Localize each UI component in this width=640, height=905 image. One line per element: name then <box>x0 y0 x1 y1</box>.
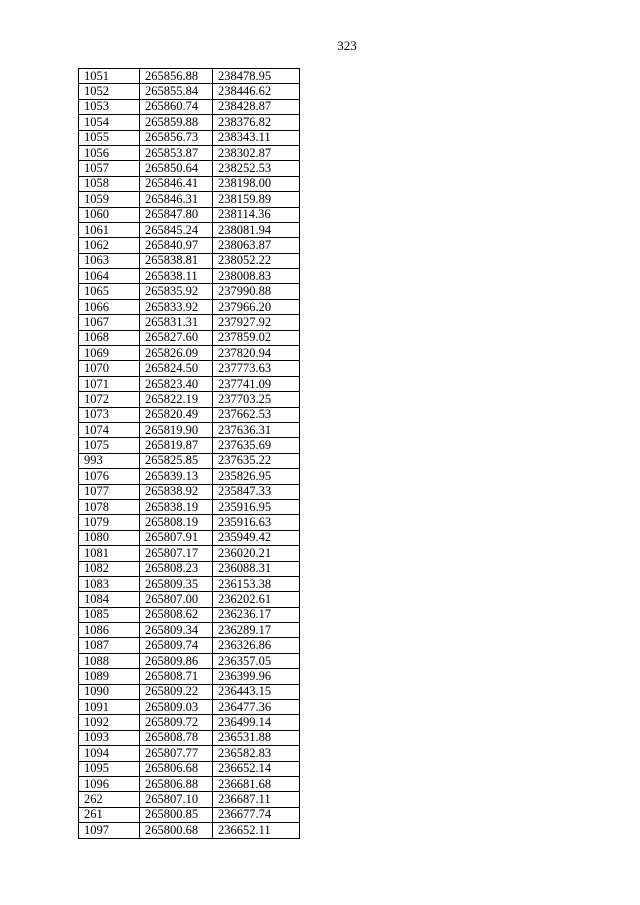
table-row <box>79 515 300 530</box>
table-row <box>79 776 300 791</box>
x-coordinate-cell: 265839.13 <box>140 469 213 484</box>
x-coordinate-cell: 265808.23 <box>140 561 213 576</box>
point-id-cell: 262 <box>79 792 140 807</box>
x-coordinate-cell: 265809.22 <box>140 684 213 699</box>
y-coordinate-cell: 235847.33 <box>213 484 300 499</box>
y-coordinate-cell: 237741.09 <box>213 376 300 391</box>
table-row <box>79 392 300 407</box>
table-row <box>79 130 300 145</box>
y-coordinate-cell: 237859.02 <box>213 330 300 345</box>
point-id-cell: 1096 <box>79 776 140 791</box>
y-coordinate-cell: 238478.95 <box>213 69 300 84</box>
y-coordinate-cell: 236153.38 <box>213 576 300 591</box>
table-row <box>79 284 300 299</box>
point-id-cell: 993 <box>79 453 140 468</box>
x-coordinate-cell: 265847.80 <box>140 207 213 222</box>
point-id-cell: 1066 <box>79 299 140 314</box>
point-id-cell: 1075 <box>79 438 140 453</box>
point-id-cell: 1083 <box>79 576 140 591</box>
point-id-cell: 1082 <box>79 561 140 576</box>
y-coordinate-cell: 238159.89 <box>213 192 300 207</box>
point-id-cell: 1052 <box>79 84 140 99</box>
x-coordinate-cell: 265800.85 <box>140 807 213 822</box>
y-coordinate-cell: 237966.20 <box>213 299 300 314</box>
table-row <box>79 715 300 730</box>
x-coordinate-cell: 265807.91 <box>140 530 213 545</box>
y-coordinate-cell: 236326.86 <box>213 638 300 653</box>
table-row <box>79 592 300 607</box>
point-id-cell: 1073 <box>79 407 140 422</box>
y-coordinate-cell: 238114.36 <box>213 207 300 222</box>
x-coordinate-cell: 265846.31 <box>140 192 213 207</box>
table-row <box>79 361 300 376</box>
x-coordinate-cell: 265859.88 <box>140 115 213 130</box>
table-row <box>79 99 300 114</box>
y-coordinate-cell: 238252.53 <box>213 161 300 176</box>
y-coordinate-cell: 238428.87 <box>213 99 300 114</box>
table-row <box>79 792 300 807</box>
x-coordinate-cell: 265808.62 <box>140 607 213 622</box>
point-id-cell: 1053 <box>79 99 140 114</box>
table-row <box>79 684 300 699</box>
x-coordinate-cell: 265806.88 <box>140 776 213 791</box>
table-row <box>79 607 300 622</box>
point-id-cell: 1077 <box>79 484 140 499</box>
x-coordinate-cell: 265838.92 <box>140 484 213 499</box>
point-id-cell: 1070 <box>79 361 140 376</box>
y-coordinate-cell: 236677.74 <box>213 807 300 822</box>
point-id-cell: 1090 <box>79 684 140 699</box>
point-id-cell: 1061 <box>79 222 140 237</box>
coordinates-table <box>78 68 300 839</box>
point-id-cell: 1065 <box>79 284 140 299</box>
x-coordinate-cell: 265806.68 <box>140 761 213 776</box>
x-coordinate-cell: 265807.77 <box>140 746 213 761</box>
table-row <box>79 407 300 422</box>
table-row <box>79 638 300 653</box>
x-coordinate-cell: 265808.78 <box>140 730 213 745</box>
x-coordinate-cell: 265833.92 <box>140 299 213 314</box>
table-row <box>79 530 300 545</box>
point-id-cell: 1092 <box>79 715 140 730</box>
y-coordinate-cell: 236236.17 <box>213 607 300 622</box>
point-id-cell: 1071 <box>79 376 140 391</box>
y-coordinate-cell: 236531.88 <box>213 730 300 745</box>
point-id-cell: 1097 <box>79 823 140 838</box>
table-row <box>79 546 300 561</box>
x-coordinate-cell: 265840.97 <box>140 238 213 253</box>
table-row <box>79 453 300 468</box>
table-row <box>79 269 300 284</box>
x-coordinate-cell: 265808.71 <box>140 669 213 684</box>
x-coordinate-cell: 265827.60 <box>140 330 213 345</box>
table-row <box>79 484 300 499</box>
point-id-cell: 261 <box>79 807 140 822</box>
point-id-cell: 1057 <box>79 161 140 176</box>
table-row <box>79 253 300 268</box>
y-coordinate-cell: 236687.11 <box>213 792 300 807</box>
point-id-cell: 1056 <box>79 145 140 160</box>
x-coordinate-cell: 265838.11 <box>140 269 213 284</box>
y-coordinate-cell: 238376.82 <box>213 115 300 130</box>
y-coordinate-cell: 236088.31 <box>213 561 300 576</box>
x-coordinate-cell: 265819.90 <box>140 422 213 437</box>
table-row <box>79 807 300 822</box>
point-id-cell: 1067 <box>79 315 140 330</box>
x-coordinate-cell: 265824.50 <box>140 361 213 376</box>
table-row <box>79 653 300 668</box>
y-coordinate-cell: 237990.88 <box>213 284 300 299</box>
table-row <box>79 207 300 222</box>
point-id-cell: 1054 <box>79 115 140 130</box>
x-coordinate-cell: 265822.19 <box>140 392 213 407</box>
table-row <box>79 69 300 84</box>
x-coordinate-cell: 265808.19 <box>140 515 213 530</box>
point-id-cell: 1095 <box>79 761 140 776</box>
y-coordinate-cell: 237636.31 <box>213 422 300 437</box>
point-id-cell: 1079 <box>79 515 140 530</box>
point-id-cell: 1086 <box>79 623 140 638</box>
point-id-cell: 1072 <box>79 392 140 407</box>
point-id-cell: 1085 <box>79 607 140 622</box>
y-coordinate-cell: 236582.83 <box>213 746 300 761</box>
y-coordinate-cell: 237635.22 <box>213 453 300 468</box>
table-row <box>79 576 300 591</box>
point-id-cell: 1078 <box>79 499 140 514</box>
point-id-cell: 1069 <box>79 346 140 361</box>
table-row <box>79 346 300 361</box>
x-coordinate-cell: 265835.92 <box>140 284 213 299</box>
table-row <box>79 299 300 314</box>
point-id-cell: 1064 <box>79 269 140 284</box>
point-id-cell: 1081 <box>79 546 140 561</box>
table-row <box>79 746 300 761</box>
y-coordinate-cell: 238446.62 <box>213 84 300 99</box>
table-row <box>79 84 300 99</box>
table-row <box>79 669 300 684</box>
x-coordinate-cell: 265856.73 <box>140 130 213 145</box>
table-row <box>79 823 300 838</box>
x-coordinate-cell: 265819.87 <box>140 438 213 453</box>
y-coordinate-cell: 238063.87 <box>213 238 300 253</box>
y-coordinate-cell: 237773.63 <box>213 361 300 376</box>
table-row <box>79 315 300 330</box>
table-row <box>79 561 300 576</box>
x-coordinate-cell: 265809.86 <box>140 653 213 668</box>
x-coordinate-cell: 265807.00 <box>140 592 213 607</box>
point-id-cell: 1084 <box>79 592 140 607</box>
table-row <box>79 469 300 484</box>
y-coordinate-cell: 238198.00 <box>213 176 300 191</box>
point-id-cell: 1080 <box>79 530 140 545</box>
table-row <box>79 376 300 391</box>
point-id-cell: 1063 <box>79 253 140 268</box>
point-id-cell: 1088 <box>79 653 140 668</box>
x-coordinate-cell: 265855.84 <box>140 84 213 99</box>
y-coordinate-cell: 236681.68 <box>213 776 300 791</box>
table-row <box>79 115 300 130</box>
x-coordinate-cell: 265807.10 <box>140 792 213 807</box>
x-coordinate-cell: 265838.19 <box>140 499 213 514</box>
point-id-cell: 1058 <box>79 176 140 191</box>
point-id-cell: 1089 <box>79 669 140 684</box>
point-id-cell: 1068 <box>79 330 140 345</box>
point-id-cell: 1060 <box>79 207 140 222</box>
table-row <box>79 238 300 253</box>
point-id-cell: 1094 <box>79 746 140 761</box>
point-id-cell: 1093 <box>79 730 140 745</box>
table-row <box>79 145 300 160</box>
y-coordinate-cell: 235826.95 <box>213 469 300 484</box>
x-coordinate-cell: 265807.17 <box>140 546 213 561</box>
table-row <box>79 700 300 715</box>
y-coordinate-cell: 236499.14 <box>213 715 300 730</box>
y-coordinate-cell: 235916.63 <box>213 515 300 530</box>
x-coordinate-cell: 265809.35 <box>140 576 213 591</box>
y-coordinate-cell: 236477.36 <box>213 700 300 715</box>
x-coordinate-cell: 265809.74 <box>140 638 213 653</box>
y-coordinate-cell: 236652.11 <box>213 823 300 838</box>
x-coordinate-cell: 265845.24 <box>140 222 213 237</box>
x-coordinate-cell: 265831.31 <box>140 315 213 330</box>
y-coordinate-cell: 237662.53 <box>213 407 300 422</box>
point-id-cell: 1055 <box>79 130 140 145</box>
table-row <box>79 438 300 453</box>
y-coordinate-cell: 238008.83 <box>213 269 300 284</box>
table-row <box>79 161 300 176</box>
page-number: 323 <box>337 38 357 53</box>
y-coordinate-cell: 235916.95 <box>213 499 300 514</box>
x-coordinate-cell: 265809.34 <box>140 623 213 638</box>
point-id-cell: 1091 <box>79 700 140 715</box>
table-row <box>79 192 300 207</box>
y-coordinate-cell: 236357.05 <box>213 653 300 668</box>
point-id-cell: 1059 <box>79 192 140 207</box>
x-coordinate-cell: 265820.49 <box>140 407 213 422</box>
table-row <box>79 730 300 745</box>
y-coordinate-cell: 237927.92 <box>213 315 300 330</box>
x-coordinate-cell: 265800.68 <box>140 823 213 838</box>
y-coordinate-cell: 236443.15 <box>213 684 300 699</box>
y-coordinate-cell: 237820.94 <box>213 346 300 361</box>
point-id-cell: 1074 <box>79 422 140 437</box>
y-coordinate-cell: 236020.21 <box>213 546 300 561</box>
y-coordinate-cell: 236202.61 <box>213 592 300 607</box>
x-coordinate-cell: 265823.40 <box>140 376 213 391</box>
y-coordinate-cell: 235949.42 <box>213 530 300 545</box>
y-coordinate-cell: 237703.25 <box>213 392 300 407</box>
table-row <box>79 499 300 514</box>
table-row <box>79 623 300 638</box>
point-id-cell: 1062 <box>79 238 140 253</box>
x-coordinate-cell: 265853.87 <box>140 145 213 160</box>
point-id-cell: 1076 <box>79 469 140 484</box>
y-coordinate-cell: 238081.94 <box>213 222 300 237</box>
x-coordinate-cell: 265825.85 <box>140 453 213 468</box>
table-row <box>79 761 300 776</box>
table-row <box>79 330 300 345</box>
x-coordinate-cell: 265850.64 <box>140 161 213 176</box>
y-coordinate-cell: 238343.11 <box>213 130 300 145</box>
y-coordinate-cell: 236289.17 <box>213 623 300 638</box>
point-id-cell: 1051 <box>79 69 140 84</box>
table-row <box>79 422 300 437</box>
y-coordinate-cell: 236652.14 <box>213 761 300 776</box>
x-coordinate-cell: 265860.74 <box>140 99 213 114</box>
y-coordinate-cell: 238302.87 <box>213 145 300 160</box>
x-coordinate-cell: 265856.88 <box>140 69 213 84</box>
point-id-cell: 1087 <box>79 638 140 653</box>
y-coordinate-cell: 236399.96 <box>213 669 300 684</box>
x-coordinate-cell: 265846.41 <box>140 176 213 191</box>
table-row <box>79 222 300 237</box>
y-coordinate-cell: 237635.69 <box>213 438 300 453</box>
x-coordinate-cell: 265809.72 <box>140 715 213 730</box>
table-row <box>79 176 300 191</box>
coordinates-table-body <box>79 69 300 839</box>
x-coordinate-cell: 265838.81 <box>140 253 213 268</box>
x-coordinate-cell: 265809.03 <box>140 700 213 715</box>
y-coordinate-cell: 238052.22 <box>213 253 300 268</box>
x-coordinate-cell: 265826.09 <box>140 346 213 361</box>
